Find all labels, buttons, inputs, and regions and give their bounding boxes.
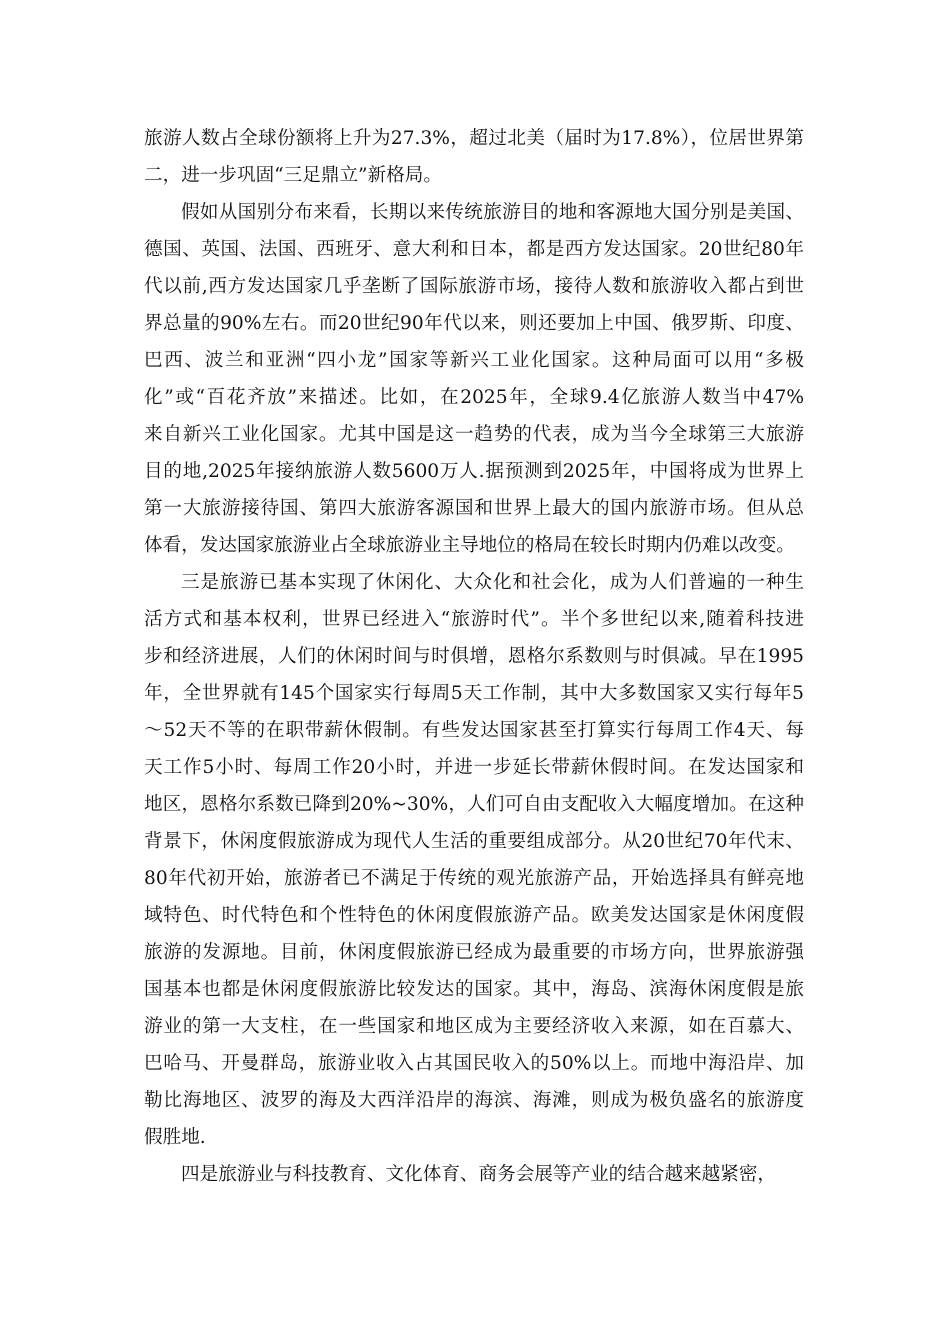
text-line: 代以前,西方发达国家几乎垄断了国际旅游市场，接待人数和旅游收入都占到世 bbox=[144, 276, 804, 297]
text-line: 目的地,2025年接纳旅游人数5600万人.据预测到2025年，中国将成为世界上 bbox=[144, 461, 804, 482]
text-line: 旅游人数占全球份额将上升为27.3%，超过北美（届时为17.8%），位居世界第 bbox=[144, 128, 804, 149]
text-line: 化”或“百花齐放”来描述。比如，在2025年，全球9.4亿旅游人数当中47% bbox=[144, 387, 804, 408]
text-line: 巴哈马、开曼群岛，旅游业收入占其国民收入的50%以上。而地中海沿岸、加 bbox=[144, 1053, 804, 1074]
text-line: 来自新兴工业化国家。尤其中国是这一趋势的代表，成为当今全球第三大旅游 bbox=[144, 424, 804, 445]
text-line: 国基本也都是休闲度假旅游比较发达的国家。其中，海岛、滨海休闲度假是旅 bbox=[144, 979, 804, 1000]
text-line: 80年代初开始，旅游者已不满足于传统的观光旅游产品，开始选择具有鲜亮地 bbox=[144, 868, 804, 889]
text-line: 活方式和基本权利，世界已经进入“旅游时代”。半个多世纪以来,随着科技进 bbox=[144, 609, 804, 630]
text-line: 域特色、时代特色和个性特色的休闲度假旅游产品。欧美发达国家是休闲度假 bbox=[144, 905, 804, 926]
text-line: 天工作5小时、每周工作20小时，并进一步延长带薪休假时间。在发达国家和 bbox=[144, 757, 804, 778]
text-line: 二，进一步巩固“三足鼎立”新格局。 bbox=[144, 165, 442, 186]
text-line: 第一大旅游接待国、第四大旅游客源国和世界上最大的国内旅游市场。但从总 bbox=[144, 498, 804, 519]
text-line: 背景下，休闲度假旅游成为现代人生活的重要组成部分。从20世纪70年代末、 bbox=[144, 831, 804, 852]
text-line: ～52天不等的在职带薪休假制。有些发达国家甚至打算实行每周工作4天、每 bbox=[144, 720, 804, 741]
paragraph-start-line: 四是旅游业与科技教育、文化体育、商务会展等产业的结合越来越紧密， bbox=[181, 1164, 777, 1185]
text-line: 地区，恩格尔系数已降到20%~30%，人们可自由支配收入大幅度增加。在这种 bbox=[144, 794, 804, 815]
text-line: 巴西、波兰和亚洲“四小龙”国家等新兴工业化国家。这种局面可以用“多极 bbox=[144, 350, 804, 371]
text-line: 勒比海地区、波罗的海及大西洋沿岸的海滨、海滩，则成为极负盛名的旅游度 bbox=[144, 1090, 804, 1111]
text-line: 德国、英国、法国、西班牙、意大利和日本，都是西方发达国家。20世纪80年 bbox=[144, 239, 804, 260]
text-line: 年，全世界就有145个国家实行每周5天工作制，其中大多数国家又实行每年5 bbox=[144, 683, 804, 704]
text-line: 游业的第一大支柱，在一些国家和地区成为主要经济收入来源，如在百慕大、 bbox=[144, 1016, 804, 1037]
text-line: 界总量的90%左右。而20世纪90年代以来，则还要加上中国、俄罗斯、印度、 bbox=[144, 313, 804, 334]
text-line: 步和经济进展，人们的休闲时间与时俱增，恩格尔系数则与时俱减。早在1995 bbox=[144, 646, 804, 667]
paragraph-start-line: 假如从国别分布来看，长期以来传统旅游目的地和客源地大国分别是美国、 bbox=[181, 202, 804, 223]
text-line: 旅游的发源地。目前，休闲度假旅游已经成为最重要的市场方向，世界旅游强 bbox=[144, 942, 804, 963]
paragraph-start-line: 三是旅游已基本实现了休闲化、大众化和社会化，成为人们普遍的一种生 bbox=[181, 572, 804, 593]
text-line: 假胜地. bbox=[144, 1127, 206, 1148]
text-line: 体看，发达国家旅游业占全球旅游业主导地位的格局在较长时期内仍难以改变。 bbox=[144, 535, 795, 556]
